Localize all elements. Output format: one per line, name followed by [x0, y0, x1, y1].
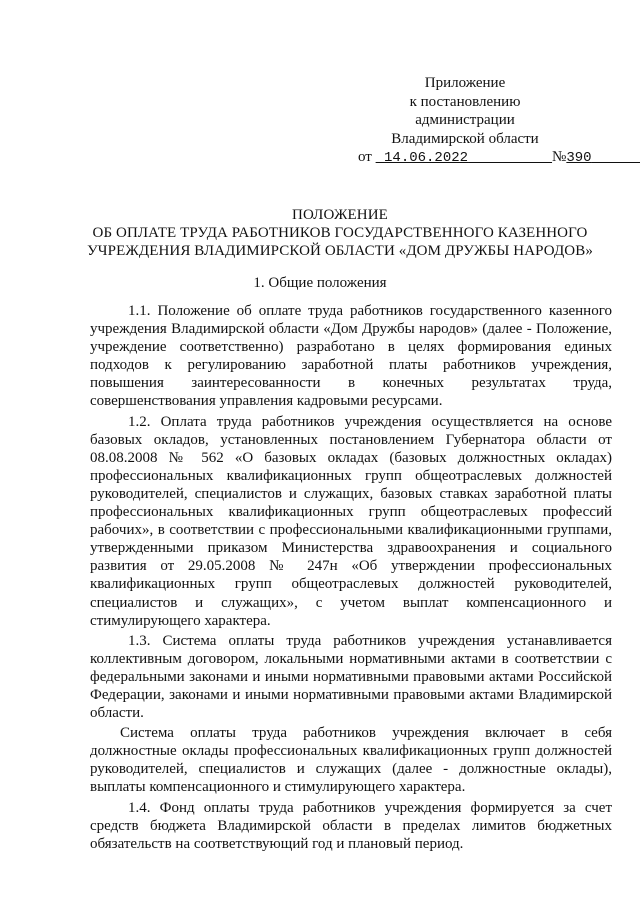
- document-number: 390: [566, 150, 592, 166]
- appendix-line-3: администрации: [415, 112, 515, 128]
- document-title: [40, 206, 640, 260]
- paragraph-system: Система оплаты труда работников учреждения включает в себя должностные оклады профессиональных квалификационных групп должностей руководителей, специалистов и служащих (далее - должностные оклады), выплаты компенсационного и стимулирующего характера.: [90, 725, 612, 796]
- date-prefix: от: [358, 149, 372, 165]
- paragraph-1-1: 1.1. Положение об оплате труда работников государственного казенного учреждения Владимирской области «Дом Дружбы народов» (далее - Положение, учреждение соответственно) разработано в целях формирования единых подходов к регулированию заработной платы работников учреждения, повышения заинтересованности в конечных результатах труда, совершенствования управления кадровыми ресурсами.: [90, 303, 612, 410]
- date-number-line: [358, 148, 610, 168]
- number-prefix: №: [552, 149, 567, 165]
- document-date: 14.06.2022: [384, 150, 469, 166]
- section-heading: 1. Общие положения: [253, 275, 387, 291]
- title-line-2: ОБ ОПЛАТЕ ТРУДА РАБОТНИКОВ ГОСУДАРСТВЕННОГО КАЗЕННОГО: [92, 225, 588, 241]
- paragraph-1-4: 1.4. Фонд оплаты труда работников учреждения формируется за счет средств бюджета Владимирской области в пределах лимитов бюджетных обязательств на соответствующий год и плановый период.: [90, 799, 612, 852]
- appendix-line-4: Владимирской области: [391, 130, 539, 147]
- document-body: [90, 302, 612, 855]
- paragraph-1-3: 1.3. Система оплаты труда работников учреждения устанавливается коллективным договором, локальными нормативными актами в соответствии с федеральными законами и иными нормативными правовыми актами Российской Федерации, законами и иными нормативными правовыми актами Владимирской области.: [90, 632, 612, 722]
- appendix-line-2: к постановлению: [409, 93, 521, 110]
- paragraph-1-2: 1.2. Оплата труда работников учреждения осуществляется на основе базовых окладов, установленных постановлением Губернатора области от 08.08.2008 № 562 «О базовых окладах (базовых должностных окладах) профессиональных квалификационных групп общеотраслевых должностей руководителей, специалистов и служащих, базовых ставках заработной платы профессиональных квалификационных групп общеотраслевых профессий рабочих», в соответствии с профессиональными квалификационными группами, утвержденными приказом Министерства здравоохранения и социального развития от 29.05.2008 № 247н «Об утверждении профессиональных квалификационных групп общеотраслевых должностей руководителей, специалистов и служащих», с учетом выплат компенсационного и стимулирующего характера.: [90, 413, 612, 629]
- appendix-line-1: Приложение: [424, 75, 506, 91]
- title-line-1: ПОЛОЖЕНИЕ: [292, 207, 388, 223]
- appendix-header: [360, 74, 610, 168]
- title-line-3: УЧРЕЖДЕНИЯ ВЛАДИМИРСКОЙ ОБЛАСТИ «ДОМ ДРУЖБЫ НАРОДОВ»: [87, 243, 593, 259]
